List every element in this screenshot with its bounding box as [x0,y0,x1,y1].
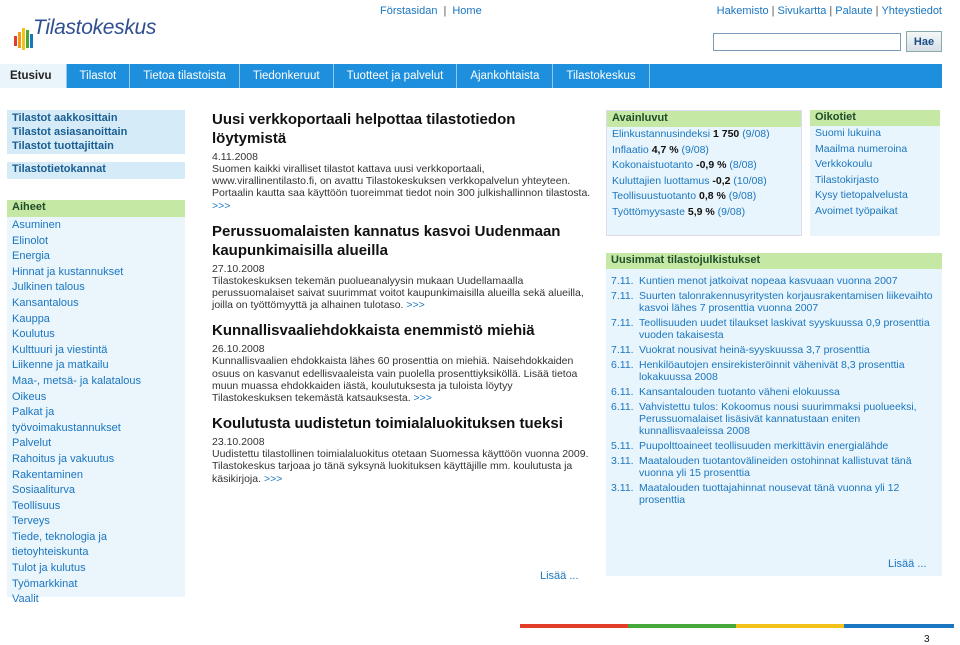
shortcut-link[interactable]: Verkkokoulu [815,158,873,171]
stripe-red [520,624,628,628]
article-text [212,448,592,485]
news-article [212,222,592,312]
topic-link[interactable]: tietoyhteiskunta [12,546,89,559]
key-figure-period: (9/08) [717,205,746,218]
tab-tilastokeskus[interactable]: Tilastokeskus [553,64,649,88]
key-figure-label: Kokonaistuotanto [612,159,694,172]
topic-link[interactable]: Koulutus [12,328,55,341]
topic-link[interactable]: Elinolot [12,234,49,247]
topic-link[interactable]: Sosiaaliturva [12,484,75,497]
tab-tuotteet-ja-palvelut[interactable]: Tuotteet ja palvelut [334,64,458,88]
release-item[interactable] [606,275,942,287]
sidebar-statistics-links [7,110,185,154]
tab-tilastot[interactable]: Tilastot [67,64,131,88]
release-date: 3.11. [611,455,634,467]
key-figure-value: 5,9 % [687,205,715,218]
release-date: 6.11. [611,401,634,413]
language-links [380,5,482,17]
article-date: 26.10.2008 [212,343,265,356]
topic-link[interactable]: Oikeus [12,390,47,403]
key-figure-row[interactable] [607,205,801,221]
sidebar-item-aakkosittain[interactable]: Tilastot aakkosittain [12,112,118,124]
article-title[interactable]: Kunnallisvaaliehdokkaista enemmistö miehiä [212,322,535,340]
release-item[interactable] [606,317,942,341]
key-figures-heading: Avainluvut [607,111,801,127]
release-title[interactable]: Vuokrat nousivat heinä-syyskuussa 3,7 prosenttia [639,344,870,356]
key-figure-value: -0,9 % [696,159,727,172]
sidebar-item-asiasanoittain[interactable]: Tilastot asiasanoittain [12,126,128,138]
release-date: 6.11. [611,359,634,371]
topic-link[interactable]: Tulot ja kulutus [12,562,86,575]
more-releases-link[interactable]: Lisää ... [888,558,927,570]
separator: | [829,5,833,17]
stripe-green [628,624,736,628]
tab-ajankohtaista[interactable]: Ajankohtaista [457,64,553,88]
logo[interactable] [7,12,167,52]
link-yhteystiedot[interactable]: Yhteystiedot [881,5,942,17]
news-article [212,110,592,212]
more-news-link[interactable]: Lisää ... [540,570,579,582]
topic-link[interactable]: työvoimakustannukset [12,421,121,434]
article-text [212,163,592,212]
link-hakemisto[interactable]: Hakemisto [716,5,769,17]
aiheet-heading: Aiheet [7,200,185,217]
release-item[interactable] [606,290,942,314]
topic-link[interactable]: Kansantalous [12,296,79,309]
article-text [212,275,592,312]
release-item[interactable] [606,440,942,452]
news-article [212,321,592,404]
topic-link[interactable]: Terveys [12,515,50,528]
shortcut-link[interactable]: Kysy tietopalvelusta [815,189,908,202]
logo-text: Tilastokeskus [33,16,157,39]
topic-link[interactable]: Energia [12,250,50,263]
latest-releases-box [606,253,942,576]
separator: | [771,5,775,17]
release-date: 3.11. [611,482,634,494]
key-figure-label: Elinkustannusindeksi [612,128,711,140]
article-text [212,355,592,404]
release-date: 5.11. [611,440,634,452]
color-stripe [520,624,954,628]
key-figures-box [606,110,802,236]
key-figure-period: (8/08) [729,159,757,172]
separator: | [875,5,879,17]
link-home[interactable]: Home [452,5,482,17]
release-date: 7.11. [611,317,634,329]
article-body: Suomen kaikki viralliset tilastot kattava uusi verkkoportaali, www.virallinentilasto.fi, on avattu Tilastokeskuksen verkkopalvelun yhteyteen. Portaalin kautta saa käyttöön tuoreimmat tiedot noin 300 julkishallinnon tilastosta. [212,163,591,200]
key-figure-label: Työttömyysaste [612,205,685,218]
topic-link[interactable]: Asuminen [12,219,61,231]
shortcut-link[interactable]: Avoimet työpaikat [815,204,898,217]
release-item[interactable] [606,455,942,479]
topic-link[interactable]: Vaalit [12,593,39,606]
shortcut-link[interactable]: Maailma numeroina [815,142,908,155]
shortcuts-box [810,110,940,236]
news-article [212,414,592,485]
topic-link[interactable]: Palkat ja [12,406,55,419]
release-title[interactable]: Maatalouden tuottajahinnat nousevat tänä vuonna yli 12 prosenttia [639,482,900,506]
read-more-link[interactable]: >>> [406,299,425,312]
release-date: 7.11. [611,344,634,356]
read-more-link[interactable]: >>> [212,199,231,212]
topic-link[interactable]: Julkinen talous [12,281,85,294]
release-item[interactable] [606,344,942,356]
topic-link[interactable]: Rakentaminen [12,468,83,481]
tab-tiedonkeruut[interactable]: Tiedonkeruut [240,64,334,88]
article-body: Kunnallisvaalien ehdokkaista lähes 60 prosenttia on miehiä. Naisehdokkaiden osuus on kasvanut edellisvaaleista vain puolella prosenttiyksiköllä. Lisää tietoa muun muassa ehdokkaiden iästä, koulutuksesta ja tuloista löytyy Tilastokeskuksen tekemästä katsauksesta. [212,355,578,405]
shortcut-link[interactable]: Tilastokirjasto [815,173,879,186]
release-title[interactable]: Suurten talonrakennusyritysten korjausrakentamisen liikevaihto kasvoi lähes 7 prosenttia vuonna 2007 [639,290,933,314]
key-figure-period: (9/08) [681,143,709,156]
tab-etusivu[interactable]: Etusivu [0,64,67,88]
topic-link[interactable]: Teollisuus [12,499,61,512]
topic-link[interactable]: Palvelut [12,437,52,450]
release-title[interactable]: Maatalouden tuotantovälineiden ostohinnat kallistuvat tänä vuonna yli 15 prosenttia [639,455,912,479]
news-column [212,110,592,495]
article-body: Tilastokeskuksen tekemän puolueanalyysin mukaan Uudellamaalla perussuomalaiset saivat suurimmat voitot kaupunkimaisilla alueilla sekä alueilla, joilla on työttömyyttä ja alhainen tulotaso. [212,274,584,312]
key-figure-row[interactable] [607,174,801,190]
topic-link[interactable]: Kauppa [12,312,50,325]
search-input[interactable] [713,33,901,51]
utility-links [717,5,942,17]
key-figure-label: Kuluttajien luottamus [612,174,710,187]
key-figure-row[interactable] [607,127,801,143]
shortcuts-heading: Oikotiet [810,110,940,126]
release-title[interactable]: Kansantalouden tuotanto väheni elokuussa [639,386,840,398]
read-more-link[interactable]: >>> [413,392,432,405]
aiheet-list [7,217,185,606]
key-figure-period: (9/08) [728,190,757,203]
key-figure-period: (10/08) [733,174,767,187]
read-more-link[interactable]: >>> [263,472,283,485]
release-date: 7.11. [611,275,634,287]
key-figure-value: 4,7 % [651,143,679,156]
release-title[interactable]: Teollisuuden uudet tilaukset laskivat syyskuussa 0,9 prosenttia vuoden takaisesta [639,317,930,341]
article-body: Uudistettu tilastollinen toimialaluokitus otetaan Suomessa käyttöön vuonna 2009. Tilastokeskus tarjoaa jo tänä syksynä luokituksen käyttäjille mm. koulutusta ja käsikirjoja. [212,448,589,485]
article-date: 23.10.2008 [212,436,265,449]
stripe-blue [844,624,954,628]
release-title[interactable]: Vahvistettu tulos: Kokoomus nousi suurimmaksi puolueeksi, Perussuomalaiset lisäsivät kannatustaan eniten kunnallisvaaleissa 2008 [639,401,917,437]
topic-link[interactable]: Hinnat ja kustannukset [12,265,124,278]
link-palaute[interactable]: Palaute [835,5,873,17]
article-title[interactable]: Perussuomalaisten kannatus kasvoi Uudenmaan kaupunkimaisilla alueilla [212,222,561,259]
search-button[interactable]: Hae [906,31,942,52]
release-title[interactable]: Puupolttoaineet teollisuuden merkittävin energialähde [639,440,889,452]
topic-link[interactable]: Tiede, teknologia ja [12,530,107,543]
key-figure-row[interactable] [607,143,801,159]
key-figure-label: Inflaatio [612,143,649,156]
stripe-yellow [736,624,844,628]
key-figure-value: -0,2 [712,174,731,187]
tab-tietoa-tilastoista[interactable]: Tietoa tilastoista [130,64,240,88]
release-title[interactable]: Henkilöautojen ensirekisteröinnit vähenivät 8,3 prosenttia lokakuussa 2008 [639,359,905,383]
key-figure-label: Teollisuustuotanto [612,190,697,203]
link-forstasidan[interactable]: Förstasidan [380,5,438,17]
topic-link[interactable]: Työmarkkinat [12,577,78,590]
key-figure-value: 1 750 [712,128,740,140]
separator: | [443,5,447,17]
topic-link[interactable]: Rahoitus ja vakuutus [12,452,115,465]
release-item[interactable] [606,386,942,398]
release-item[interactable] [606,482,942,506]
key-figure-row[interactable] [607,158,801,174]
sidebar-item-tilastotietokannat[interactable]: Tilastotietokannat [7,162,185,179]
key-figure-value: 0,8 % [698,190,726,203]
main-nav [0,64,942,88]
release-item[interactable] [606,401,942,437]
release-title[interactable]: Kuntien menot jatkoivat nopeaa kasvuaan vuonna 2007 [639,275,898,287]
latest-releases-heading: Uusimmat tilastojulkistukset [606,253,942,269]
topic-link[interactable]: Kulttuuri ja viestintä [12,343,108,356]
release-date: 7.11. [611,290,634,302]
key-figure-row[interactable] [607,189,801,205]
link-sivukartta[interactable]: Sivukartta [777,5,827,17]
article-title[interactable]: Koulutusta uudistetun toimialaluokituksen tueksi [212,415,563,433]
page-number: 3 [924,634,930,645]
release-date: 6.11. [611,386,634,398]
article-date: 27.10.2008 [212,262,265,275]
topic-link[interactable]: Liikenne ja matkailu [12,359,109,372]
topic-link[interactable]: Maa-, metsä- ja kalatalous [12,374,141,387]
key-figure-period: (9/08) [742,128,770,140]
article-title[interactable]: Uusi verkkoportaali helpottaa tilastotiedon löytymistä [212,111,516,147]
shortcut-link[interactable]: Suomi lukuina [815,127,881,139]
release-item[interactable] [606,359,942,383]
article-date: 4.11.2008 [212,151,258,163]
sidebar-item-tuottajittain[interactable]: Tilastot tuottajittain [12,140,114,152]
